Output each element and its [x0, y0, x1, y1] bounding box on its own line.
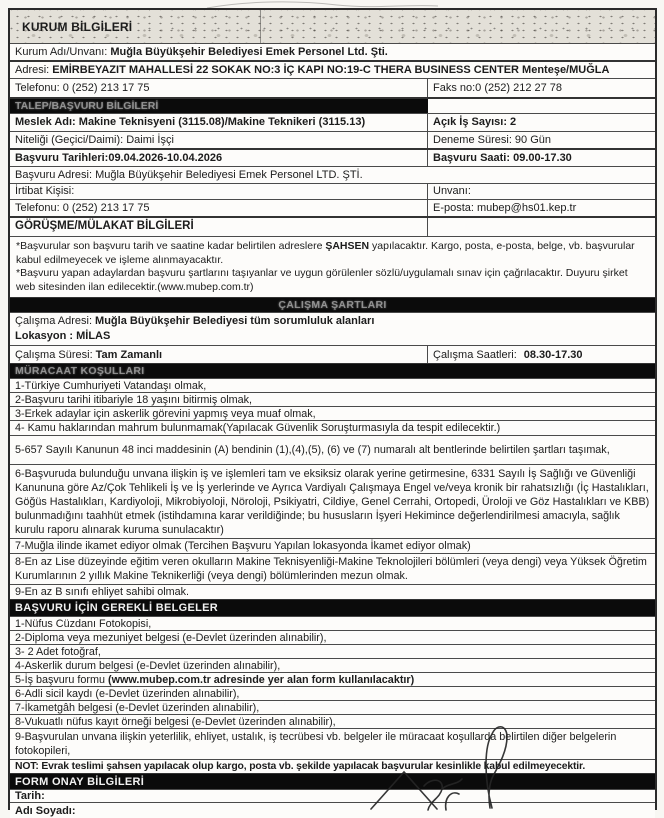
row-nitelik — [10, 131, 655, 148]
section-title: MÜRACAAT KOŞULLARI — [15, 365, 145, 378]
scan-artifact-vertical-line — [260, 10, 261, 43]
calisma-adresi-value: Muğla Büyükşehir Belediyesi tüm sorumluluk alanları — [95, 315, 375, 328]
belge-1: 1-Nüfus Cüzdanı Fotokopisi, — [10, 616, 655, 630]
telefon-value: Telefonu: 0 (252) 213 17 75 — [15, 201, 150, 214]
calisma-saatleri-value: 08.30-17.30 — [523, 348, 583, 361]
muracaat-kosul-9: 9-En az B sınıfı ehliyet sahibi olmak. — [10, 584, 655, 599]
section-bar-gerekli-belgeler — [10, 599, 655, 616]
belge-7: 7-İkametgâh belgesi (e-Devlet üzerinden alınabilir), — [10, 700, 655, 714]
belge-4: 4-Askerlik durum belgesi (e-Devlet üzerinden alınabilir), — [10, 658, 655, 672]
adres-value: EMİRBEYAZIT MAHALLESİ 22 SOKAK NO:3 İÇ KAPI NO:19-C THERA BUSINESS CENTER Menteşe/MUĞLA — [52, 63, 610, 76]
belge-3: 3- 2 Adet fotoğraf, — [10, 644, 655, 658]
calisma-suresi-label: Çalışma Süresi: — [15, 348, 93, 361]
belge-6: 6-Adli sicil kaydı (e-Devlet üzerinden alınabilir), — [10, 686, 655, 700]
section-title: GÖRÜŞME/MÜLAKAT BİLGİLERİ — [15, 220, 194, 233]
row-calisma-adresi — [10, 312, 655, 345]
section-bar-talep-basvuru — [10, 97, 655, 113]
row-basvuru-notlari — [10, 236, 655, 297]
row-tarih — [10, 789, 655, 802]
muracaat-kosul-5: 5-657 Sayılı Kanunun 48 inci maddesinin (A) bendinin (1),(4),(5), (6) ve (7) numaralı alt bentlerinde belirtilen şartları taşımak, — [10, 435, 655, 464]
basvuru-adresi-value: Başvuru Adresi: Muğla Büyükşehir Belediyesi Emek Personel LTD. ŞTİ. — [15, 168, 363, 181]
calisma-adresi-line — [15, 315, 650, 328]
row-irtibat — [10, 183, 655, 199]
row-basvuru-tarihleri — [10, 148, 655, 166]
adi-soyadi-label: Adı Soyadı: — [15, 804, 76, 817]
row-telefon-faks — [10, 78, 655, 97]
meslek-value: Meslek Adı: Makine Teknisyeni (3115.08)/Makine Teknikeri (3115.13) — [15, 116, 366, 129]
row-adi-soyadi — [10, 802, 655, 818]
muracaat-kosul-1: 1-Türkiye Cumhuriyeti Vatandaşı olmak, — [10, 378, 655, 392]
irtibat-kisisi-label: İrtibat Kişisi: — [15, 185, 75, 198]
basvuru-tarihleri-value: Başvuru Tarihleri:09.04.2026-10.04.2026 — [15, 151, 223, 164]
belge-8: 8-Vukuatlı nüfus kayıt örneği belgesi (e-Devlet üzerinden alınabilir), — [10, 714, 655, 728]
calisma-saatleri-label: Çalışma Saatleri: — [433, 348, 517, 361]
kurum-adi-value: Muğla Büyükşehir Belediyesi Emek Personel Ltd. Şti. — [110, 45, 388, 58]
section-bar-muracaat-kosullari — [10, 363, 655, 378]
calisma-suresi-value: Tam Zamanlı — [95, 348, 163, 361]
kurum-adi-label: Kurum Adı/Unvanı: — [15, 45, 108, 58]
row-kurum-adi — [10, 43, 655, 60]
faks-value: Faks no:0 (252) 212 27 78 — [433, 81, 563, 94]
section-title: FORM ONAY BİLGİLERİ — [15, 775, 145, 788]
adres-label: Adresi: — [15, 63, 50, 76]
row-gorusme-mulakat-title — [10, 216, 655, 236]
belge-5: 5-İş başvuru formu (www.mubep.com.tr adresinde yer alan form kullanılacaktır) — [10, 672, 655, 686]
eposta-value: E-posta: mubep@hs01.kep.tr — [433, 201, 577, 214]
row-meslek — [10, 113, 655, 131]
muracaat-kosul-3: 3-Erkek adaylar için askerlik görevini yapmış veya muaf olmak, — [10, 406, 655, 420]
muracaat-kosul-8: 8-En az Lise düzeyinde eğitim veren okulların Makine Teknisyenliği-Makine Teknolojileri bölümleri (veya dengi) veya Yüksek Öğretim Kurumlarının 2 yıllık Makine Teknikerliği (veya dengi) bölümlerinden mezun olmak. — [10, 553, 655, 584]
muracaat-kosul-2: 2-Başvuru tarihi itibariyle 18 yaşını bitirmiş olmak, — [10, 392, 655, 406]
unvan-label: Unvanı: — [433, 185, 471, 198]
belge-9: 9-Başvurulan unvana ilişkin yeterlilik, ehliyet, ustalık, iş tecrübesi vb. belgeler ile müracaat koşullarda belirtilen diğer belgelerin fotokopileri, — [10, 728, 655, 759]
basvuru-saati-value: Başvuru Saati: 09.00-17.30 — [433, 151, 572, 164]
row-calisma-suresi-saatleri — [10, 345, 655, 363]
belge-2: 2-Diploma veya mezuniyet belgesi (e-Devlet üzerinden alınabilir), — [10, 630, 655, 644]
empty-cell — [428, 218, 655, 236]
tarih-label: Tarih: — [15, 790, 45, 803]
calisma-adresi-label: Çalışma Adresi: — [15, 315, 93, 328]
row-not-uyari: NOT: Evrak teslimi şahsen yapılacak olup kargo, posta vb. şekilde yapılacak başvurular kesinlikle kabul edilmeyecektir. — [10, 759, 655, 773]
section-bar-calisma-sartlari — [10, 297, 655, 312]
row-adres — [10, 60, 655, 78]
row-telefon-eposta — [10, 199, 655, 216]
nitelik-value: Niteliği (Geçici/Daimi): Daimi İşçi — [15, 133, 174, 146]
acik-is-sayisi-value: Açık İş Sayısı: 2 — [433, 116, 517, 129]
telefon-value: Telefonu: 0 (252) 213 17 75 — [15, 81, 150, 94]
muracaat-kosul-6: 6-Başvuruda bulunduğu unvana ilişkin iş ve işlemleri tam ve eksiksiz olarak yerine getirmesine, 6331 Sayılı İş Sağlığı ve Güvenliği Kanununa göre Az/Çok Tehlikeli İş ve İş yerlerinde ve Ayrıca Vardiyalı Çalışmaya Engel ve/veya kronik bir rahatsızlığı (İç Hastalıkları, Göğüs Hastalıkları, Kardiyoloji, Mikrobiyoloji, Nöroloji, Psikiyatri, Cildiye, Genel Cerrahi, Ortopedi, Üroloji ve Göz Hastalıkları ve KBB) bulunmadığını taahhüt etmek (istihdamına karar verildiğinde; bu hususların İşyeri Hekimince değerlendirilmesi amacıyla, sağlık kurulu raporu alınarak kuruma sunulacaktır) — [10, 464, 655, 538]
section-title: KURUM BİLGİLERİ — [22, 19, 133, 34]
muracaat-kosul-7: 7-Muğla ilinde ikamet ediyor olmak (Tercihen Başvuru Yapılan lokasyonda İkamet ediyor olmak) — [10, 538, 655, 553]
section-title: TALEP/BAŞVURU BİLGİLERİ — [15, 99, 159, 112]
deneme-suresi-value: Deneme Süresi: 90 Gün — [433, 133, 552, 146]
row-basvuru-adresi — [10, 166, 655, 183]
muracaat-kosul-4: 4- Kamu haklarından mahrum bulunmamak(Yapılacak Güvenlik Soruşturmasıyla da tespit edilecektir.) — [10, 420, 655, 435]
lokasyon-value: Lokasyon : MİLAS — [15, 330, 111, 343]
basvuru-notu-1: *Başvurular son başvuru tarih ve saatine kadar belirtilen adreslere ŞAHSEN yapılacaktır. Kargo, posta, e-posta, belge, vb. başvurular kabul edilmeyecek ve işleme alınmayacaktır. — [16, 240, 635, 266]
section-bar-form-onay — [10, 773, 655, 789]
section-header-kurum-bilgileri — [10, 10, 655, 43]
document-table — [8, 8, 657, 817]
section-title: ÇALIŞMA ŞARTLARI — [278, 299, 387, 312]
section-title: BAŞVURU İÇİN GEREKLİ BELGELER — [15, 602, 219, 615]
basvuru-notu-2: *Başvuru yapan adaylardan başvuru şartlarını taşıyanlar ve uygun görülenler sözlü/uygulamalı sınav için çağrılacaktır. Duyuru şirket web sitesinden ilan edilecektir.(www.mubep.com.tr) — [16, 267, 628, 293]
